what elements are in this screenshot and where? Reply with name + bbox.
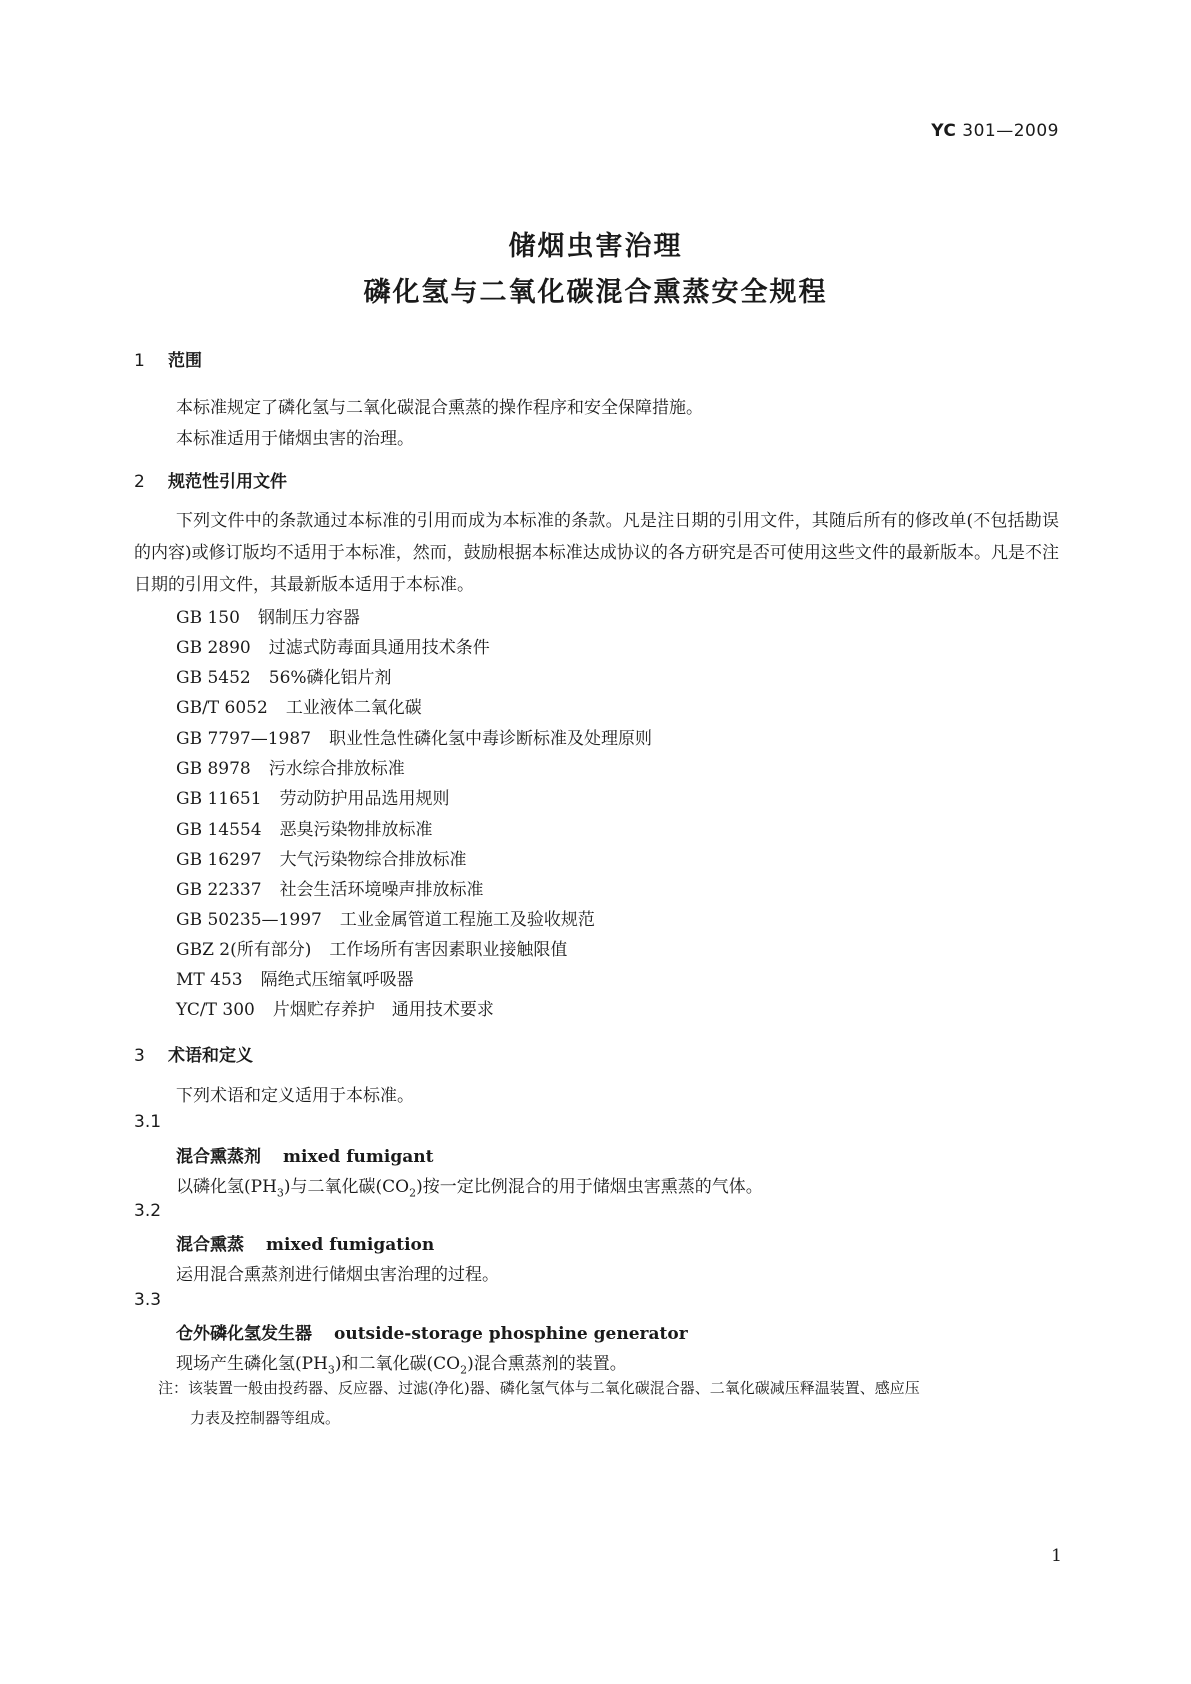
reference-item: GB 8978 污水综合排放标准 <box>176 759 405 779</box>
standard-prefix: YC <box>931 121 957 141</box>
section-2-heading: 2 规范性引用文件 <box>134 472 287 492</box>
section-1-heading: 1 范围 <box>134 351 202 371</box>
term-heading: 混合熏蒸 mixed fumigation <box>176 1235 435 1255</box>
reference-item: GB 22337 社会生活环境噪声排放标准 <box>176 880 484 900</box>
term-note: 注：该装置一般由投药器、反应器、过滤(净化)器、磷化氢气体与二氧化碳混合器、二氧化碳减压释温装置、感应压 力表及控制器等组成。 <box>158 1379 920 1427</box>
standard-code <box>931 121 1059 141</box>
term-definition: 现场产生磷化氢$(PH_3)$和二氧化碳$(CO_2)$混合熏蒸剂的装置。 <box>176 1354 627 1377</box>
reference-item: GBZ 2(所有部分) 工作场所有害因素职业接触限值 <box>176 940 568 960</box>
reference-item: GB 2890 过滤式防毒面具通用技术条件 <box>176 638 490 658</box>
reference-item: MT 453 隔绝式压缩氧呼吸器 <box>176 970 414 990</box>
page-number: 1 <box>1051 1546 1062 1566</box>
reference-item: GB 5452 56%磷化铝片剂 <box>176 668 392 688</box>
title-line-1: 储烟虫害治理 <box>508 231 683 262</box>
term-heading: 混合熏蒸剂 mixed fumigant <box>176 1147 434 1167</box>
section-1-para-2: 本标准适用于储烟虫害的治理。 <box>176 429 414 449</box>
term-number: 3.1 <box>134 1112 162 1132</box>
term-definition: 以磷化氢$(PH_3)$与二氧化碳$(CO_2)$按一定比例混合的用于储烟虫害熏蒸的气体。 <box>176 1177 763 1200</box>
document-title <box>0 224 1191 316</box>
reference-item: GB 16297 大气污染物综合排放标准 <box>176 850 467 870</box>
reference-item: GB 50235—1997 工业金属管道工程施工及验收规范 <box>176 910 595 930</box>
reference-item: YC/T 300 片烟贮存养护 通用技术要求 <box>176 1000 494 1020</box>
title-line-2: 磷化氢与二氧化碳混合熏蒸安全规程 <box>363 277 828 308</box>
reference-item: GB 150 钢制压力容器 <box>176 608 360 628</box>
term-heading: 仓外磷化氢发生器 outside-storage phosphine generator <box>176 1324 688 1344</box>
reference-item: GB/T 6052 工业液体二氧化碳 <box>176 698 422 718</box>
section-2-intro: 下列文件中的条款通过本标准的引用而成为本标准的条款。凡是注日期的引用文件，其随后所有的修改单(不包括勘误的内容)或修订版均不适用于本标准，然而，鼓励根据本标准达成协议的各方研究是否可使用这些文件的最新版本。凡是不注日期的引用文件，其最新版本适用于本标准。 <box>134 511 1059 595</box>
standard-number: 301—2009 <box>962 121 1059 141</box>
section-3-intro: 下列术语和定义适用于本标准。 <box>176 1086 414 1106</box>
reference-item: GB 11651 劳动防护用品选用规则 <box>176 789 450 809</box>
section-3-heading: 3 术语和定义 <box>134 1046 253 1066</box>
reference-item: GB 14554 恶臭污染物排放标准 <box>176 820 433 840</box>
term-number: 3.2 <box>134 1201 162 1221</box>
reference-item: GB 7797—1987 职业性急性磷化氢中毒诊断标准及处理原则 <box>176 729 653 749</box>
term-definition: 运用混合熏蒸剂进行储烟虫害治理的过程。 <box>176 1265 499 1285</box>
section-1-para-1: 本标准规定了磷化氢与二氧化碳混合熏蒸的操作程序和安全保障措施。 <box>176 398 703 418</box>
term-number: 3.3 <box>134 1290 162 1310</box>
